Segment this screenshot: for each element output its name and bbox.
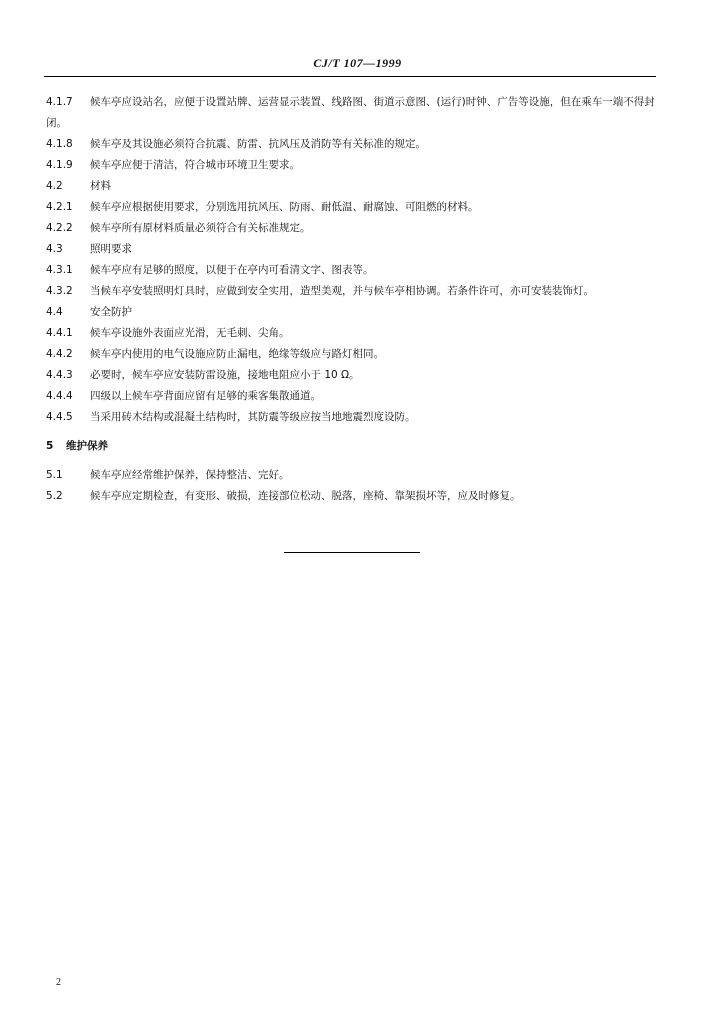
- clause-number: 4.2.2: [46, 222, 73, 234]
- clause-text: 材料: [90, 180, 111, 192]
- clause-item: [46, 197, 658, 218]
- clause-item: [46, 323, 658, 344]
- section-title: 维护保养: [66, 440, 108, 452]
- clause-item: [46, 486, 658, 507]
- clause-number: 4.4.3: [46, 369, 73, 381]
- clause-text: 候车亭应定期检查，有变形、破损，连接部位松动、脱落，座椅、靠架损坏等，应及时修复。: [90, 490, 521, 502]
- clause-item: [46, 281, 658, 302]
- clause-number: 4.4.2: [46, 348, 73, 360]
- section-number: 5: [46, 440, 54, 452]
- clause-number: 5.1: [46, 469, 63, 481]
- clause-number: 4.2: [46, 180, 63, 192]
- header-rule: [44, 76, 656, 77]
- clause-number: 4.3.1: [46, 264, 73, 276]
- clause-text: 候车亭应设站名，应便于设置站牌、运营显示装置、线路图、街道示意图、(运行)时钟、广告等设施，但在乘车一端不得封闭。: [46, 96, 655, 129]
- clause-number: 4.3: [46, 243, 63, 255]
- clause-number: 4.1.7: [46, 96, 73, 108]
- clause-item: [46, 218, 658, 239]
- clauses-section-5: [46, 465, 658, 507]
- clause-text: 当采用砖木结构或混凝土结构时，其防震等级应按当地地震烈度设防。: [90, 411, 416, 423]
- clause-item: [46, 134, 658, 155]
- clause-number: 4.3.2: [46, 285, 73, 297]
- clause-number: 4.4.1: [46, 327, 73, 339]
- clause-text: 候车亭应经常维护保养，保持整洁、完好。: [90, 469, 290, 481]
- clause-item: [46, 302, 658, 323]
- clause-text: 安全防护: [90, 306, 132, 318]
- clause-text: 候车亭所有原材料质量必须符合有关标准规定。: [90, 222, 311, 234]
- document-code-header: CJ/T 107—1999: [313, 56, 402, 70]
- clause-text: 候车亭应根据使用要求，分别选用抗风压、防雨、耐低温、耐腐蚀、可阻燃的材料。: [90, 201, 479, 213]
- clause-item: [46, 386, 658, 407]
- clause-item: [46, 344, 658, 365]
- page-number: 2: [56, 977, 61, 988]
- clause-text: 必要时，候车亭应安装防雷设施，接地电阻应小于 10 Ω。: [90, 369, 360, 381]
- clause-item: [46, 176, 658, 197]
- document-body: [46, 92, 658, 507]
- clause-number: 4.1.8: [46, 138, 73, 150]
- clause-number: 4.4.4: [46, 390, 73, 402]
- clauses-section-4: [46, 92, 658, 428]
- clause-item: [46, 407, 658, 428]
- clause-number: 4.2.1: [46, 201, 73, 213]
- clause-text: 候车亭及其设施必须符合抗震、防雷、抗风压及消防等有关标准的规定。: [90, 138, 426, 150]
- clause-number: 4.1.9: [46, 159, 73, 171]
- clause-number: 4.4: [46, 306, 63, 318]
- clause-number: 4.4.5: [46, 411, 73, 423]
- clause-number: 5.2: [46, 490, 63, 502]
- clause-text: 候车亭内使用的电气设施应防止漏电，绝缘等级应与路灯相同。: [90, 348, 384, 360]
- clause-text: 候车亭应有足够的照度，以便于在亭内可看清文字、图表等。: [90, 264, 374, 276]
- end-rule: [284, 552, 420, 553]
- clause-item: [46, 260, 658, 281]
- clause-text: 候车亭应便于清洁，符合城市环境卫生要求。: [90, 159, 300, 171]
- clause-item: [46, 365, 658, 386]
- clause-item: [46, 465, 658, 486]
- clause-item: [46, 155, 658, 176]
- section-heading: [46, 436, 658, 457]
- clause-item: [46, 92, 658, 134]
- clause-text: 四级以上候车亭背面应留有足够的乘客集散通道。: [90, 390, 321, 402]
- clause-text: 候车亭设施外表面应光滑，无毛刺、尖角。: [90, 327, 290, 339]
- clause-text: 照明要求: [90, 243, 132, 255]
- clause-text: 当候车亭安装照明灯具时，应做到安全实用，造型美观，并与候车亭相协调。若条件许可，亦可安装装饰灯。: [90, 285, 594, 297]
- clause-item: [46, 239, 658, 260]
